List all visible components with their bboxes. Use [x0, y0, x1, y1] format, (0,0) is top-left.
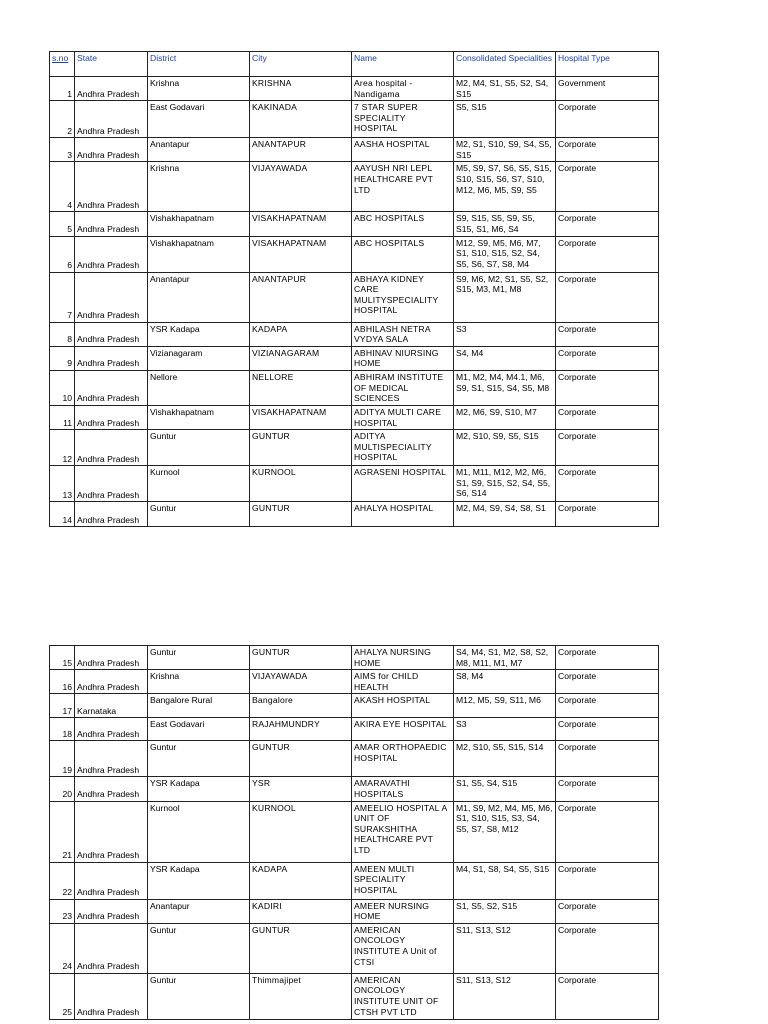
cell-city: ANANTAPUR [250, 272, 352, 322]
cell-sno: 4 [50, 162, 75, 212]
cell-sno: 20 [50, 777, 75, 801]
cell-hospital-type: Corporate [556, 502, 659, 527]
cell-hospital-type: Corporate [556, 405, 659, 429]
cell-specialities: M12, M5, S9, S11, M6 [454, 694, 556, 718]
cell-sno: 22 [50, 862, 75, 899]
table-row [50, 718, 659, 741]
cell-district: Anantapur [148, 138, 250, 162]
table-row [50, 801, 659, 862]
cell-state: Andhra Pradesh [75, 236, 148, 272]
cell-hospital-type: Corporate [556, 466, 659, 502]
cell-state: Andhra Pradesh [75, 322, 148, 346]
header-name: Name [352, 52, 454, 77]
cell-hospital-name: AMARAVATHI HOSPITALS [352, 777, 454, 801]
cell-specialities: M5, S9, S7, S6, S5, S15, S10, S15, S6, S7, S10, M12, M6, M5, S9, S5 [454, 162, 556, 212]
cell-state: Andhra Pradesh [75, 212, 148, 236]
cell-district: Guntur [148, 502, 250, 527]
cell-sno: 13 [50, 466, 75, 502]
cell-specialities: M1, M2, M4, M4.1, M6, S9, S1, S15, S4, S5, M8 [454, 370, 556, 405]
cell-city: VISAKHAPATNAM [250, 212, 352, 236]
cell-hospital-type: Corporate [556, 101, 659, 138]
cell-city: VIZIANAGARAM [250, 346, 352, 370]
cell-sno: 19 [50, 741, 75, 777]
cell-district: Guntur [148, 430, 250, 466]
cell-state: Andhra Pradesh [75, 646, 148, 670]
cell-state: Andhra Pradesh [75, 101, 148, 138]
cell-state: Andhra Pradesh [75, 77, 148, 101]
cell-city: VISAKHAPATNAM [250, 236, 352, 272]
cell-city: KADAPA [250, 322, 352, 346]
cell-sno: 16 [50, 670, 75, 694]
cell-state: Andhra Pradesh [75, 862, 148, 899]
cell-state: Andhra Pradesh [75, 346, 148, 370]
cell-state: Andhra Pradesh [75, 670, 148, 694]
cell-specialities: S9, S15, S5, S9, S5, S15, S1, M6, S4 [454, 212, 556, 236]
cell-specialities: M1, M11, M12, M2, M6, S1, S9, S15, S2, S4, S5, S6, S14 [454, 466, 556, 502]
cell-sno: 15 [50, 646, 75, 670]
cell-state: Andhra Pradesh [75, 899, 148, 923]
table-row [50, 236, 659, 272]
cell-city: VIJAYAWADA [250, 162, 352, 212]
cell-hospital-name: ADITYA MULTI CARE HOSPITAL [352, 405, 454, 429]
cell-specialities: M1, S9, M2, M4, M5, M6, S1, S10, S15, S3, S4, S5, S7, S8, M12 [454, 801, 556, 862]
cell-district: Guntur [148, 973, 250, 1019]
cell-city: RAJAHMUNDRY [250, 718, 352, 741]
cell-city: ANANTAPUR [250, 138, 352, 162]
cell-specialities: S11, S13, S12 [454, 973, 556, 1019]
cell-district: East Godavari [148, 101, 250, 138]
cell-district: Vishakhapatnam [148, 212, 250, 236]
table-row [50, 899, 659, 923]
cell-hospital-type: Corporate [556, 370, 659, 405]
header-state: State [75, 52, 148, 77]
cell-hospital-type: Corporate [556, 212, 659, 236]
cell-state: Andhra Pradesh [75, 801, 148, 862]
cell-district: Kurnool [148, 801, 250, 862]
cell-sno: 7 [50, 272, 75, 322]
cell-hospital-name: AMERICAN ONCOLOGY INSTITUTE UNIT OF CTSH PVT LTD [352, 973, 454, 1019]
cell-district: Vishakhapatnam [148, 236, 250, 272]
table-row [50, 77, 659, 101]
cell-district: Guntur [148, 646, 250, 670]
cell-district: YSR Kadapa [148, 862, 250, 899]
header-district: District [148, 52, 250, 77]
cell-district: Vishakhapatnam [148, 405, 250, 429]
cell-sno: 2 [50, 101, 75, 138]
cell-district: YSR Kadapa [148, 322, 250, 346]
cell-district: Nellore [148, 370, 250, 405]
cell-hospital-name: AASHA HOSPITAL [352, 138, 454, 162]
cell-city: GUNTUR [250, 741, 352, 777]
cell-city: KAKINADA [250, 101, 352, 138]
cell-district: Krishna [148, 670, 250, 694]
cell-state: Andhra Pradesh [75, 405, 148, 429]
cell-city: GUNTUR [250, 923, 352, 973]
cell-hospital-type: Corporate [556, 801, 659, 862]
cell-hospital-name: AIMS for CHILD HEALTH [352, 670, 454, 694]
cell-city: KADIRI [250, 899, 352, 923]
table-row [50, 405, 659, 429]
cell-sno: 5 [50, 212, 75, 236]
cell-city: VISAKHAPATNAM [250, 405, 352, 429]
cell-city: GUNTUR [250, 646, 352, 670]
cell-hospital-name: ABHIRAM INSTITUTE OF MEDICAL SCIENCES [352, 370, 454, 405]
cell-hospital-name: ADITYA MULTISPECIALITY HOSPITAL [352, 430, 454, 466]
cell-hospital-name: ABC HOSPITALS [352, 212, 454, 236]
cell-city: KURNOOL [250, 801, 352, 862]
hospital-table-page-1 [49, 51, 659, 527]
cell-district: East Godavari [148, 718, 250, 741]
cell-state: Andhra Pradesh [75, 370, 148, 405]
cell-city: Bangalore [250, 694, 352, 718]
cell-state: Andhra Pradesh [75, 923, 148, 973]
cell-district: YSR Kadapa [148, 777, 250, 801]
cell-hospital-name: AHALYA NURSING HOME [352, 646, 454, 670]
cell-city: KRISHNA [250, 77, 352, 101]
cell-hospital-type: Corporate [556, 646, 659, 670]
header-sno[interactable]: s.no [50, 52, 75, 77]
cell-state: Andhra Pradesh [75, 777, 148, 801]
cell-district: Anantapur [148, 899, 250, 923]
cell-hospital-type: Corporate [556, 694, 659, 718]
cell-sno: 24 [50, 923, 75, 973]
cell-sno: 25 [50, 973, 75, 1019]
cell-hospital-type: Corporate [556, 272, 659, 322]
table-row [50, 670, 659, 694]
cell-specialities: M12, S9, M5, M6, M7, S1, S10, S15, S2, S4, S5, S6, S7, S8, M4 [454, 236, 556, 272]
cell-hospital-type: Corporate [556, 862, 659, 899]
cell-hospital-name: 7 STAR SUPER SPECIALITY HOSPITAL [352, 101, 454, 138]
cell-district: Guntur [148, 923, 250, 973]
cell-specialities: S8, M4 [454, 670, 556, 694]
cell-hospital-type: Corporate [556, 670, 659, 694]
cell-hospital-name: ABHAYA KIDNEY CARE MULITYSPECIALITY HOSPITAL [352, 272, 454, 322]
cell-sno: 14 [50, 502, 75, 527]
cell-specialities: S9, M6, M2, S1, S5, S2, S15, M3, M1, M8 [454, 272, 556, 322]
cell-district: Krishna [148, 162, 250, 212]
cell-hospital-name: ABC HOSPITALS [352, 236, 454, 272]
hospital-table-page-2 [49, 645, 659, 1020]
table-row [50, 272, 659, 322]
cell-hospital-name: AHALYA HOSPITAL [352, 502, 454, 527]
cell-hospital-name: AKIRA EYE HOSPITAL [352, 718, 454, 741]
cell-sno: 12 [50, 430, 75, 466]
cell-hospital-name: Area hospital - Nandigama [352, 77, 454, 101]
cell-state: Karnataka [75, 694, 148, 718]
cell-sno: 21 [50, 801, 75, 862]
cell-specialities: M2, M4, S9, S4, S8, S1 [454, 502, 556, 527]
header-specialities: Consolidated Specialities [454, 52, 556, 77]
cell-hospital-name: AMEER NURSING HOME [352, 899, 454, 923]
cell-hospital-type: Government [556, 77, 659, 101]
cell-specialities: S3 [454, 718, 556, 741]
cell-specialities: S1, S5, S4, S15 [454, 777, 556, 801]
cell-specialities: S1, S5, S2, S15 [454, 899, 556, 923]
cell-state: Andhra Pradesh [75, 430, 148, 466]
table-row [50, 741, 659, 777]
cell-hospital-name: AKASH HOSPITAL [352, 694, 454, 718]
cell-hospital-type: Corporate [556, 973, 659, 1019]
header-city: City [250, 52, 352, 77]
cell-hospital-type: Corporate [556, 162, 659, 212]
cell-specialities: M2, S10, S5, S15, S14 [454, 741, 556, 777]
table-row [50, 862, 659, 899]
cell-city: NELLORE [250, 370, 352, 405]
cell-hospital-type: Corporate [556, 741, 659, 777]
cell-sno: 1 [50, 77, 75, 101]
cell-sno: 3 [50, 138, 75, 162]
cell-hospital-name: ABHILASH NETRA VYDYA SALA [352, 322, 454, 346]
table-row [50, 502, 659, 527]
cell-hospital-name: AMAR ORTHOPAEDIC HOSPITAL [352, 741, 454, 777]
cell-state: Andhra Pradesh [75, 138, 148, 162]
cell-sno: 8 [50, 322, 75, 346]
cell-specialities: M2, S10, S9, S5, S15 [454, 430, 556, 466]
table-row [50, 138, 659, 162]
table-row [50, 370, 659, 405]
table-row [50, 162, 659, 212]
cell-sno: 6 [50, 236, 75, 272]
cell-district: Bangalore Rural [148, 694, 250, 718]
cell-hospital-type: Corporate [556, 899, 659, 923]
cell-specialities: S4, M4, S1, M2, S8, S2, M8, M11, M1, M7 [454, 646, 556, 670]
cell-hospital-name: AMEEN MULTI SPECIALITY HOSPITAL [352, 862, 454, 899]
cell-state: Andhra Pradesh [75, 502, 148, 527]
cell-specialities: M2, M6, S9, S10, M7 [454, 405, 556, 429]
table-row [50, 466, 659, 502]
cell-specialities: S5, S15 [454, 101, 556, 138]
cell-hospital-type: Corporate [556, 430, 659, 466]
cell-hospital-name: AGRASENI HOSPITAL [352, 466, 454, 502]
cell-city: GUNTUR [250, 502, 352, 527]
cell-state: Andhra Pradesh [75, 466, 148, 502]
cell-state: Andhra Pradesh [75, 272, 148, 322]
cell-hospital-type: Corporate [556, 718, 659, 741]
cell-district: Kurnool [148, 466, 250, 502]
cell-sno: 11 [50, 405, 75, 429]
table-row [50, 322, 659, 346]
cell-city: VIJAYAWADA [250, 670, 352, 694]
cell-specialities: M2, M4, S1, S5, S2, S4, S15 [454, 77, 556, 101]
table-row [50, 694, 659, 718]
cell-city: GUNTUR [250, 430, 352, 466]
cell-district: Krishna [148, 77, 250, 101]
cell-specialities: M2, S1, S10, S9, S4, S5, S15 [454, 138, 556, 162]
cell-sno: 23 [50, 899, 75, 923]
cell-state: Andhra Pradesh [75, 741, 148, 777]
cell-district: Vizianagaram [148, 346, 250, 370]
cell-city: KURNOOL [250, 466, 352, 502]
cell-sno: 9 [50, 346, 75, 370]
table-row [50, 777, 659, 801]
cell-hospital-type: Corporate [556, 777, 659, 801]
header-hospital-type: Hospital Type [556, 52, 659, 77]
cell-city: YSR [250, 777, 352, 801]
cell-hospital-type: Corporate [556, 236, 659, 272]
table-row [50, 346, 659, 370]
cell-city: KADAPA [250, 862, 352, 899]
table-row [50, 212, 659, 236]
cell-state: Andhra Pradesh [75, 973, 148, 1019]
cell-hospital-name: AMEELIO HOSPITAL A UNIT OF SURAKSHITHA HEALTHCARE PVT LTD [352, 801, 454, 862]
table-row [50, 101, 659, 138]
cell-hospital-type: Corporate [556, 322, 659, 346]
cell-hospital-name: AAYUSH NRI LEPL HEALTHCARE PVT LTD [352, 162, 454, 212]
cell-specialities: S4, M4 [454, 346, 556, 370]
cell-district: Guntur [148, 741, 250, 777]
table-row [50, 430, 659, 466]
cell-district: Anantapur [148, 272, 250, 322]
cell-state: Andhra Pradesh [75, 162, 148, 212]
cell-sno: 17 [50, 694, 75, 718]
cell-hospital-type: Corporate [556, 346, 659, 370]
cell-state: Andhra Pradesh [75, 718, 148, 741]
table-row [50, 923, 659, 973]
cell-city: Thimmajipet [250, 973, 352, 1019]
header-row [50, 52, 659, 77]
table-row [50, 973, 659, 1019]
cell-hospital-type: Corporate [556, 923, 659, 973]
cell-specialities: M4, S1, S8, S4, S5, S15 [454, 862, 556, 899]
cell-hospital-name: AMERICAN ONCOLOGY INSTITUTE A Unit of CTSI [352, 923, 454, 973]
cell-hospital-name: ABHINAV NIURSING HOME [352, 346, 454, 370]
cell-specialities: S3 [454, 322, 556, 346]
cell-hospital-type: Corporate [556, 138, 659, 162]
table-row [50, 646, 659, 670]
cell-sno: 18 [50, 718, 75, 741]
cell-sno: 10 [50, 370, 75, 405]
cell-specialities: S11, S13, S12 [454, 923, 556, 973]
